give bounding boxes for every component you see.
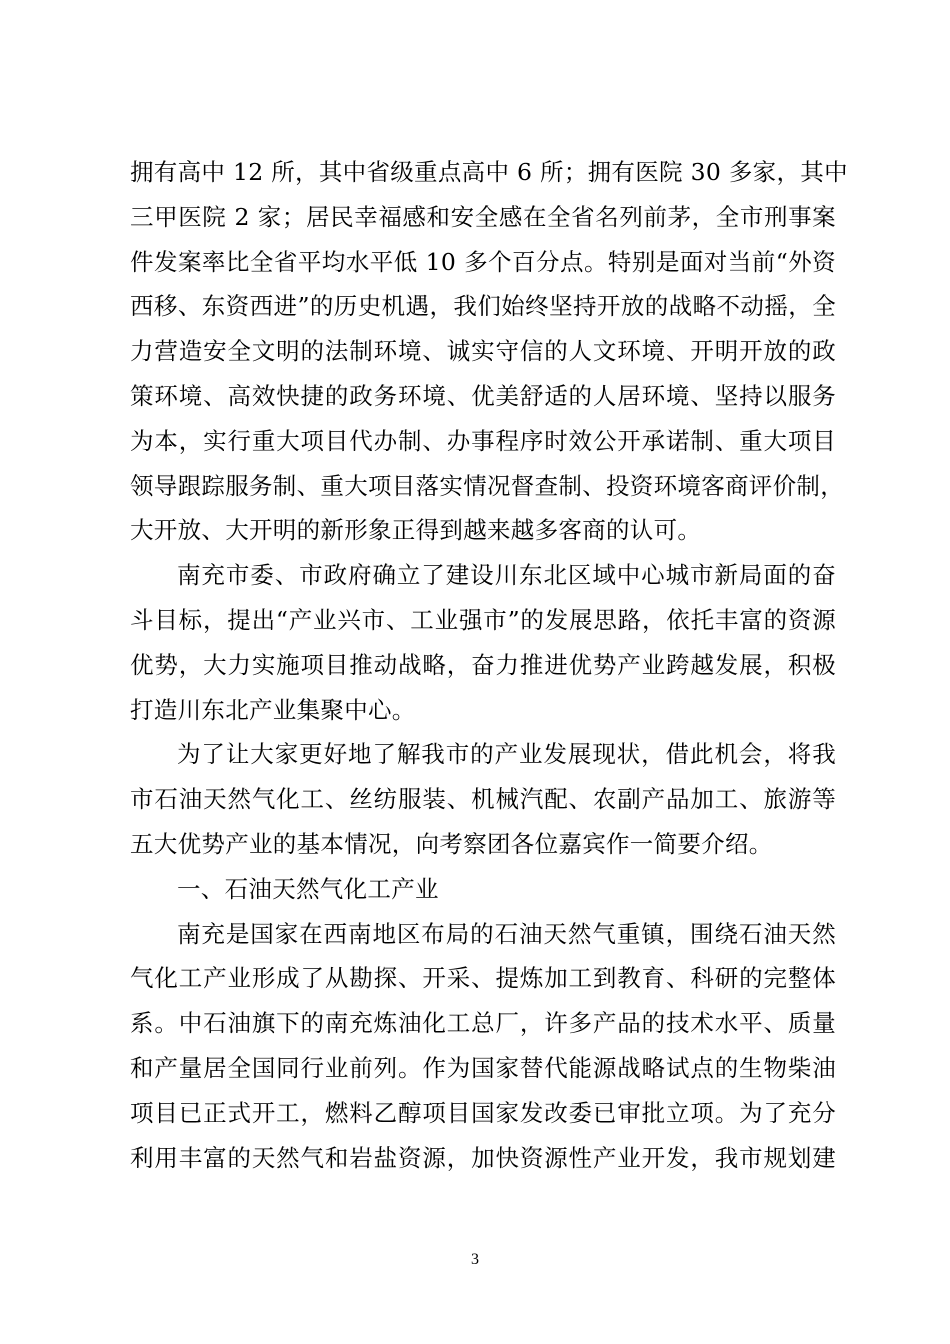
text-line: 大开放、大开明的新形象正得到越来越多客商的认可。: [130, 516, 702, 545]
page-number: 3: [471, 1251, 479, 1268]
text-line: 优势，大力实施项目推动战略，奋力推进优势产业跨越发展，积极: [130, 650, 836, 679]
text-line: 五大优势产业的基本情况，向考察团各位嘉宾作一简要介绍。: [130, 829, 773, 858]
text-line: 南充是国家在西南地区布局的石油天然气重镇，围绕石油天然: [177, 919, 836, 948]
text-line: 南充市委、市政府确立了建设川东北区域中心城市新局面的奋: [177, 561, 836, 590]
text-line: 斗目标，提出“产业兴市、工业强市”的发展思路，依托丰富的资源: [130, 605, 836, 634]
text-line: 领导跟踪服务制、重大项目落实情况督查制、投资环境客商评价制，: [130, 471, 844, 500]
text-line: 气化工产业形成了从勘探、开采、提炼加工到教育、科研的完整体: [130, 964, 836, 993]
text-line: 拥有高中 12 所，其中省级重点高中 6 所；拥有医院 30 多家，其中: [130, 158, 848, 186]
text-line: 为本，实行重大项目代办制、办事程序时效公开承诺制、重大项目: [130, 426, 836, 455]
text-line: 利用丰富的天然气和岩盐资源，加快资源性产业开发，我市规划建: [130, 1143, 836, 1172]
text-line: 市石油天然气化工、丝纺服装、机械汽配、农副产品加工、旅游等: [130, 785, 836, 814]
text-line: 件发案率比全省平均水平低 10 多个百分点。特别是面对当前“外资: [130, 247, 836, 276]
text-line: 力营造安全文明的法制环境、诚实守信的人文环境、开明开放的政: [130, 337, 836, 366]
text-line: 项目已正式开工，燃料乙醇项目国家发改委已审批立项。为了充分: [130, 1098, 836, 1127]
text-line: 三甲医院 2 家；居民幸福感和安全感在全省名列前茅，全市刑事案: [130, 202, 836, 231]
text-line: 西移、东资西进”的历史机遇，我们始终坚持开放的战略不动摇，全: [130, 292, 836, 321]
text-line: 策环境、高效快捷的政务环境、优美舒适的人居环境、坚持以服务: [130, 381, 836, 410]
text-line: 和产量居全国同行业前列。作为国家替代能源战略试点的生物柴油: [130, 1053, 836, 1082]
text-line: 系。中石油旗下的南充炼油化工总厂，许多产品的技术水平、质量: [130, 1009, 836, 1038]
body-text: [130, 150, 848, 1180]
text-line: 打造川东北产业集聚中心。: [130, 695, 416, 724]
text-line: 为了让大家更好地了解我市的产业发展现状，借此机会，将我: [177, 740, 836, 769]
section-heading: 一、石油天然气化工产业: [177, 874, 439, 903]
